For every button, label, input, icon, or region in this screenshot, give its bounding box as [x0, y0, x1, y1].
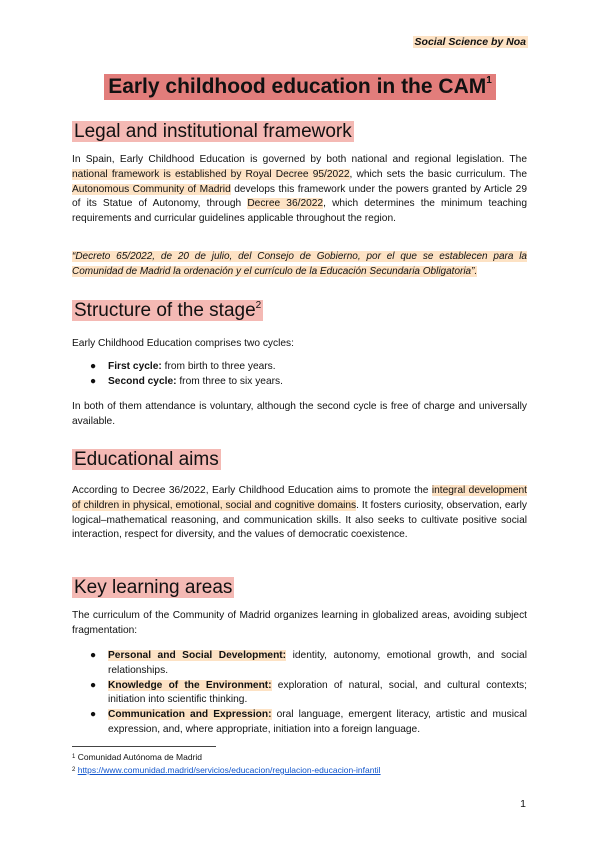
document-title [0, 74, 600, 100]
highlight-royal-decree: national framework is established by Royal Decree 95/2022 [72, 168, 350, 180]
footnote-1: $^1$ Comunidad Autónoma de Madrid [72, 752, 202, 762]
highlight-integral-development: integral development of children in physical, emotional, social and cognitive domains [72, 485, 528, 511]
bullet-icon: ● [90, 361, 97, 372]
heading-areas: Key learning areas [74, 577, 233, 598]
list-item: ● Knowledge of the Environment: exploration of natural, social, and cultural contexts; initiation into scientific thinking. [90, 679, 527, 706]
heading-aims: Educational aims [74, 449, 219, 470]
list-item: ● Second cycle: from three to six years. [72, 375, 527, 390]
paragraph-structure-outro: In both of them attendance is voluntary, although the second cycle is free of charge and universally available. [72, 401, 527, 427]
quote-decree: “Decreto 65/2022, de 20 de julio, del Consejo de Gobierno, por el que se establecen para la Comunidad de Madrid la ordenación y el currículo de la Educación Secundaria Obligatoria”. [72, 251, 527, 277]
list-item: ● First cycle: from birth to three years. [72, 360, 527, 375]
heading-legal: Legal and institutional framework [74, 121, 352, 142]
paragraph-legal: In Spain, Early Childhood Education is governed by both national and regional legislation. The national framework is established by Royal Decree 95/2022, which sets the basic curriculum. The Autonomous Community of Madrid develops this framework under the powers granted by Article 29 of its Statue of Autonomy, through Decree 36/2022, which determines the minimum teaching requirements and curricular guidelines applicable throughout the region. [72, 154, 528, 225]
bullet-icon: ● [90, 650, 97, 661]
page-number: 1 [520, 798, 526, 810]
highlight-cam: Autonomous Community of Madrid [72, 183, 231, 195]
list-areas [72, 649, 527, 738]
highlight-decree: Decree 36/2022 [247, 198, 324, 210]
footnote-link[interactable]: https://www.comunidad.madrid/servicios/educacion/regulacion-educacion-infantil [77, 765, 381, 775]
bullet-icon: ● [90, 709, 97, 721]
list-cycles [72, 360, 527, 390]
footnote-2: $^2$ https://www.comunidad.madrid/servicios/educacion/regulacion-educacion-infantil [72, 765, 381, 775]
paragraph-areas-intro: The curriculum of the Community of Madrid organizes learning in globalized areas, avoiding subject fragmentation: [72, 610, 527, 636]
bullet-icon: ● [90, 679, 97, 691]
title-box [104, 74, 496, 100]
list-item: ● Communication and Expression: oral language, emergent literacy, artistic and musical expression, and, where appropriate, initiation into a foreign language. [90, 709, 527, 735]
paragraph-structure-intro: Early Childhood Education comprises two cycles: [72, 338, 294, 349]
heading-structure: Structure of the stage$^2$ [74, 300, 262, 321]
paragraph-aims: According to Decree 36/2022, Early Childhood Education aims to promote the integral development of children in physical, emotional, social and cognitive domains. It fosters curiosity, observation, early logical–mathematical reasoning, and communication skills. It also seeks to cultivate positive social interaction, respect for diversity, and the values of democratic coexistence. [72, 485, 528, 541]
list-item: ● Personal and Social Development: identity, autonomy, emotional growth, and social relationships. [90, 650, 527, 676]
bullet-icon: ● [90, 375, 97, 387]
title-footnote-ref[interactable]: 1 [486, 75, 492, 86]
title-text: Early childhood education in the CAM [108, 75, 487, 98]
page-header: Social Science by Noa [414, 36, 526, 48]
structure-footnote-ref[interactable]: 2 [255, 300, 262, 311]
footnote-divider [72, 746, 216, 747]
